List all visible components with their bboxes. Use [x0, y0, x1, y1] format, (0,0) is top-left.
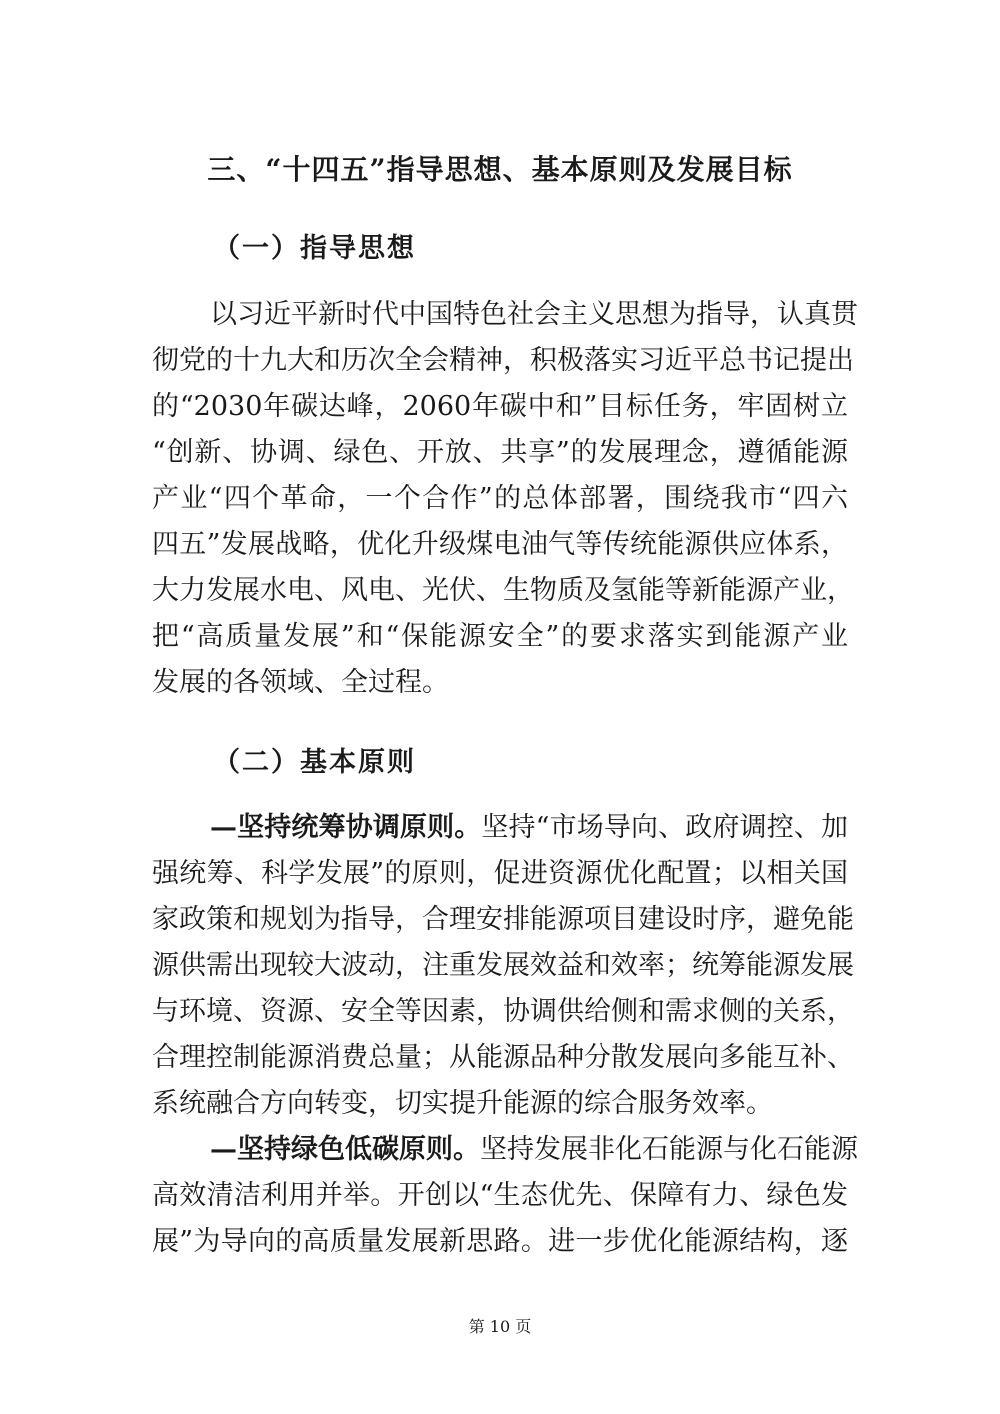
text-line: 产业“四个革命，一个合作”的总体部署，围绕我市“四六	[152, 483, 848, 514]
paragraph-principle-coordination	[152, 805, 854, 1127]
text-line	[152, 1127, 858, 1173]
text-line: 强统筹、科学发展”的原则，促进资源优化配置；以相关国	[152, 858, 848, 889]
text-line: 与环境、资源、安全等因素，协调供给侧和需求侧的关系，	[152, 996, 854, 1027]
text-line: 源供需出现较大波动，注重发展效益和效率；统筹能源发展	[152, 950, 854, 981]
text-line: “创新、协调、绿色、开放、共享”的发展理念，遵循能源	[152, 437, 848, 468]
text-line: 四五”发展战略，优化升级煤电油气等传统能源供应体系，	[152, 529, 848, 560]
text-line: 的“2030年碳达峰，2060年碳中和”目标任务，牢固树立	[152, 391, 848, 422]
heading-basic-principles: （二）基本原则	[213, 747, 416, 778]
text-line: 合理控制能源消费总量；从能源品种分散发展向多能互补、	[152, 1042, 854, 1073]
text-line: 大力发展水电、风电、光伏、生物质及氢能等新能源产业，	[152, 575, 854, 606]
paragraph-guiding-ideology	[152, 292, 858, 706]
text-line: 把“高质量发展”和“保能源安全”的要求落实到能源产业	[152, 621, 848, 652]
text-line: 系统融合方向转变，切实提升能源的综合服务效率。	[152, 1088, 773, 1119]
heading-guiding-ideology: （一）指导思想	[213, 233, 416, 264]
text-line	[152, 805, 848, 851]
text-line: 彻党的十九大和历次全会精神，积极落实习近平总书记提出	[152, 345, 854, 376]
text-line: 发展的各领域、全过程。	[152, 667, 449, 698]
paragraph-principle-green	[152, 1127, 858, 1265]
page-number: 第 10 页	[468, 1317, 532, 1336]
principle-text: 坚持“市场导向、政府调控、加	[481, 812, 848, 843]
text-line: 家政策和规划为指导，合理安排能源项目建设时序，避免能	[152, 904, 854, 935]
text-line: 高效清洁利用并举。开创以“生态优先、保障有力、绿色发	[152, 1180, 848, 1211]
section-title: 三、“十四五”指导思想、基本原则及发展目标	[207, 153, 793, 186]
principle-title: —坚持绿色低碳原则。	[210, 1134, 480, 1165]
text-line: 展”为导向的高质量发展新思路。进一步优化能源结构，逐	[152, 1226, 848, 1257]
principle-text: 坚持发展非化石能源与化石能源	[480, 1134, 858, 1165]
text-line: 以习近平新时代中国特色社会主义思想为指导，认真贯	[210, 299, 858, 330]
principle-title: —坚持统筹协调原则。	[210, 812, 482, 843]
